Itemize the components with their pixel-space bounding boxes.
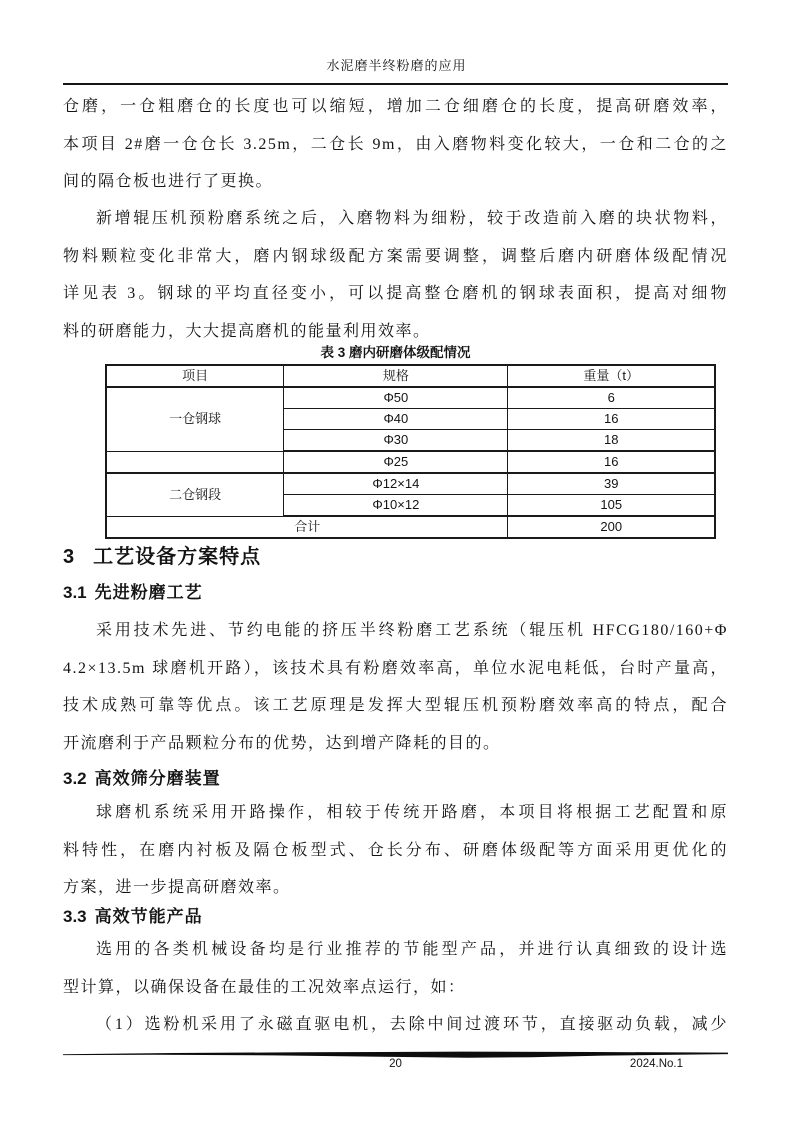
section-heading-3-1 [63,580,728,606]
text-line: 本项目 2#磨一仓仓长 3.25m，二仓长 9m，由入磨物料变化较大，一仓和二仓的之 [63,135,728,153]
section-number: 3.2 [63,769,87,788]
spec-cell: Φ12×14 [284,473,508,495]
list-item-1 [63,1006,728,1044]
text-line: 料特性，在磨内衬板及隔仓板型式、仓长分布、研磨体级配等方面采用更优化的 [63,841,728,859]
column-header: 重量（t） [508,365,715,387]
total-label: 合计 [106,516,508,538]
table-row [106,387,715,409]
section-title: 工艺设备方案特点 [93,546,262,568]
section-number: 3.3 [63,907,87,926]
section-title: 高效筛分磨装置 [94,769,221,788]
text-line: 物料颗粒变化非常大，磨内钢球级配方案需要调整，调整后磨内研磨体级配情况 [63,247,728,265]
table-total-row [106,516,715,538]
header-rule [63,83,728,85]
total-value: 200 [508,516,715,538]
weight-cell: 6 [508,387,715,409]
footer-rule [63,1046,728,1054]
weight-cell: 39 [508,473,715,495]
text-line: 4.2×13.5m 球磨机开路），该技术具有粉磨效率高，单位水泥电耗低，台时产量高， [63,659,728,677]
section-heading-3-3 [63,904,728,930]
text-line: 间的隔仓板也进行了更换。 [63,173,274,190]
text-line: 球磨机系统采用开路操作，相较于传统开路磨，本项目将根据工艺配置和原 [96,804,728,821]
weight-cell: 18 [508,430,715,452]
text-line: 采用技术先进、节约电能的挤压半终粉磨工艺系统（辊压机 HFCG180/160+Φ [96,622,728,639]
table-row [106,451,715,473]
section-number: 3.1 [63,583,87,602]
weight-cell: 16 [508,409,715,430]
page-number: 20 [389,1058,402,1070]
text-line: 料的研磨能力，大大提高磨机的能量利用效率。 [63,322,431,340]
running-header-title: 水泥磨半终粉磨的应用 [326,58,467,73]
text-line: 方案，进一步提高研磨效率。 [63,879,291,896]
row-group-label [106,451,284,473]
section-title: 先进粉磨工艺 [94,583,203,602]
text-line: 新增辊压机预粉磨系统之后，入磨物料为细粉，较于改造前入磨的块状物料， [96,210,728,227]
paragraph-3-3 [63,931,728,1006]
section-heading-3 [63,543,728,571]
spec-cell: Φ50 [284,387,508,409]
paragraph-3-1 [63,612,728,762]
column-header: 项目 [106,365,284,387]
section-number: 3 [63,546,76,568]
text-line: 开流磨利于产品颗粒分布的优势，达到增产降耗的目的。 [63,734,501,752]
weight-cell: 16 [508,451,715,473]
footer [63,1056,728,1074]
issue-label: 2024.No.1 [629,1058,683,1070]
text-line: 仓磨，一仓粗磨仓的长度也可以缩短，增加二仓细磨仓的长度，提高研磨效率， [63,98,728,115]
spec-cell: Φ30 [284,430,508,452]
column-header: 规格 [284,365,508,387]
section-title: 高效节能产品 [94,907,203,926]
text-line: 选用的各类机械设备均是行业推荐的节能型产品，并进行认真细致的设计选 [96,941,728,958]
paragraph-grading [63,200,728,350]
text-line: 型计算，以确保设备在最佳的工况效率点运行，如： [63,978,466,996]
spec-cell: Φ40 [284,409,508,430]
row-group-label: 二仓钢段 [106,473,284,516]
text-line: （1）选粉机采用了永磁直驱电机，去除中间过渡环节，直接驱动负载，减少 [96,1016,728,1033]
text-line: 详见表 3。钢球的平均直径变小，可以提高整仓磨机的钢球表面积，提高对细物 [63,285,728,302]
paragraph-3-2 [63,794,728,907]
spec-cell: Φ25 [284,451,508,473]
paragraph-continuation [63,88,728,201]
table-row [106,473,715,495]
weight-cell: 105 [508,495,715,517]
row-group-label: 一仓钢球 [106,387,284,451]
text-line: 技术成熟可靠等优点。该工艺原理是发挥大型辊压机预粉磨效率高的特点，配合 [63,697,728,714]
spec-cell: Φ10×12 [284,495,508,517]
grading-table [105,364,716,539]
table-header-row [106,365,715,387]
section-heading-3-2 [63,766,728,792]
table-caption: 表 3 磨内研磨体级配情况 [320,345,471,360]
